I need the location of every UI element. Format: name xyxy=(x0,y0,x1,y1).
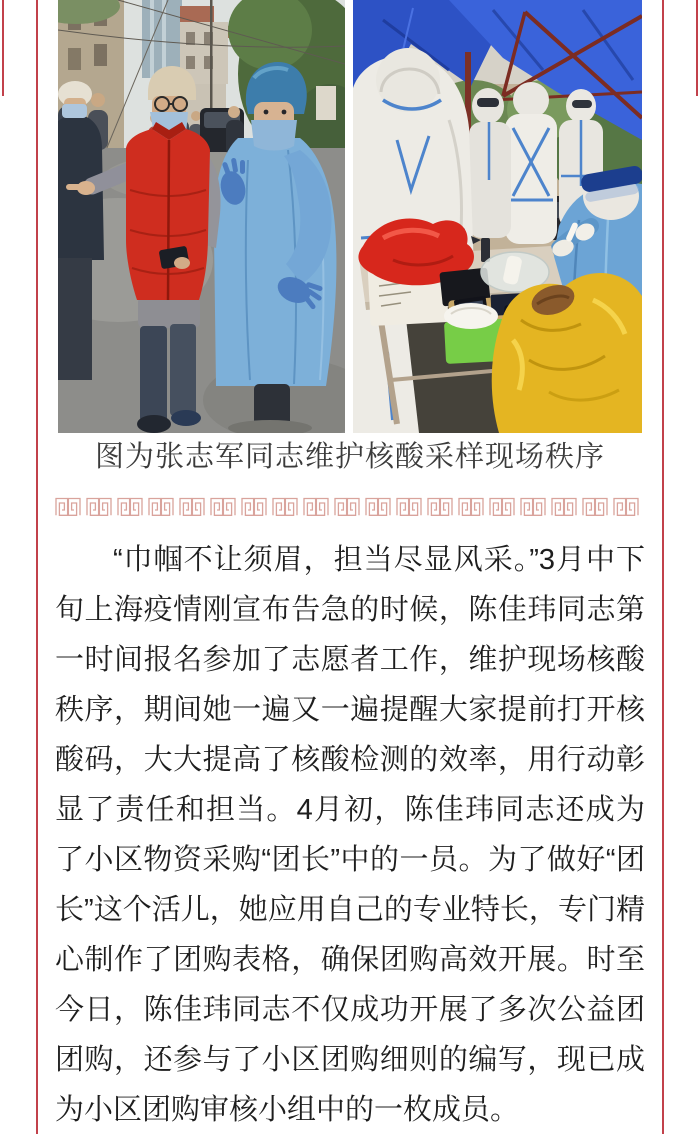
street-volunteers-photo[interactable] xyxy=(58,0,345,433)
article-paragraph: “巾帼不让须眉，担当尽显风采。”3月中下旬上海疫情刚宣布告急的时候，陈佳玮同志第一时间报名参加了志愿者工作，维护现场核酸秩序，期间她一遍又一遍提醒大家提前打开核酸码，大大提高了核酸检测的效率，用行动彰显了责任和担当。4月初，陈佳玮同志还成为了小区物资采购“团长”中的一员。为了做好“团长”这个活儿，她应用自己的专业特长，专门精心制作了团购表格，确保团购高效开展。时至今日，陈佳玮同志不仅成功开展了多次公益团团购，还参与了小区团购细则的编写，现已成为小区团购审核小组中的一枚成员。 xyxy=(55,544,645,1126)
photo-row xyxy=(58,0,642,433)
decorative-fret-border xyxy=(55,497,645,518)
frame-inner-right-line xyxy=(662,0,664,1134)
nucleic-acid-sampling-tent-photo[interactable] xyxy=(353,0,642,433)
photo-caption: 图为张志军同志维护核酸采样现场秩序 xyxy=(94,441,605,473)
frame-outer-left-line xyxy=(2,0,4,96)
frame-outer-right-line xyxy=(696,0,698,96)
frame-inner-left-line xyxy=(36,0,38,1134)
article-body xyxy=(55,535,645,1134)
